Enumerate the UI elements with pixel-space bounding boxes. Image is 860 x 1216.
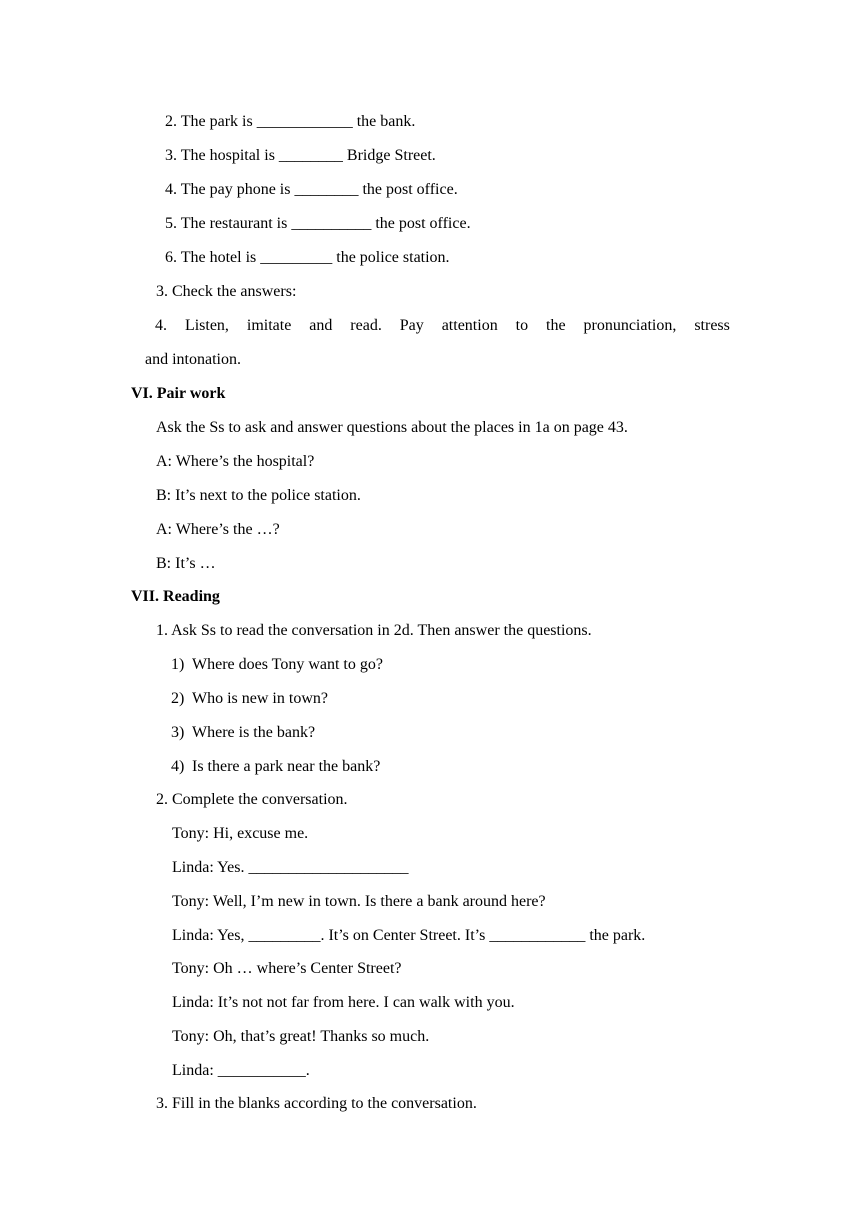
dialog-line: A: Where’s the hospital? [156,453,315,470]
conversation-line: Tony: Well, I’m new in town. Is there a bank around here? [172,893,546,910]
listen-step [155,316,730,336]
fill-item-3: 3. The hospital is ________ Bridge Street. [165,147,436,164]
conversation-line: Linda: It’s not not far from here. I can walk with you. [172,994,515,1011]
listen-step-continuation: and intonation. [145,351,241,368]
conversation-line: Linda: Yes, _________. It’s on Center Street. It’s ____________ the park. [172,927,646,944]
dialog-line: B: It’s … [156,555,216,572]
question-text: Is there a park near the bank? [192,758,381,775]
fill-item-2: 2. The park is ____________ the bank. [165,113,416,130]
listen-word: pronunciation, [583,317,677,334]
listen-word: to [515,317,529,334]
conversation-line: Linda: Yes. ____________________ [172,859,409,876]
conversation-line: Tony: Oh, that’s great! Thanks so much. [172,1028,430,1045]
listen-word: attention [441,317,498,334]
listen-word: stress [694,317,730,334]
question-number: 2) [171,690,185,707]
question-number: 3) [171,724,185,741]
fill-item-6: 6. The hotel is _________ the police station. [165,249,450,266]
question-text: Who is new in town? [192,690,328,707]
conversation-line: Tony: Hi, excuse me. [172,825,309,842]
listen-word: Listen, [184,317,229,334]
listen-word: the [546,317,566,334]
listen-word: Pay [399,317,424,334]
fill-item-4: 4. The pay phone is ________ the post office. [165,181,458,198]
reading-task-3: 3. Fill in the blanks according to the conversation. [156,1095,477,1112]
listen-word: 4. [155,317,167,334]
listen-word: read. [350,317,382,334]
question-number: 1) [171,656,185,673]
question-text: Where is the bank? [192,724,316,741]
listen-word: imitate [246,317,292,334]
check-answers-step: 3. Check the answers: [156,283,297,300]
section-heading-pair-work: VI. Pair work [131,385,226,402]
reading-task-2: 2. Complete the conversation. [156,791,348,808]
conversation-line: Linda: ___________. [172,1062,310,1079]
conversation-line: Tony: Oh … where’s Center Street? [172,960,402,977]
reading-task-1: 1. Ask Ss to read the conversation in 2d. Then answer the questions. [156,622,592,639]
dialog-line: A: Where’s the …? [156,521,280,538]
question-number: 4) [171,758,185,775]
pair-work-intro: Ask the Ss to ask and answer questions about the places in 1a on page 43. [156,419,628,436]
dialog-line: B: It’s next to the police station. [156,487,361,504]
listen-word: and [309,317,333,334]
section-heading-reading: VII. Reading [131,588,220,605]
fill-item-5: 5. The restaurant is __________ the post office. [165,215,471,232]
question-text: Where does Tony want to go? [192,656,383,673]
